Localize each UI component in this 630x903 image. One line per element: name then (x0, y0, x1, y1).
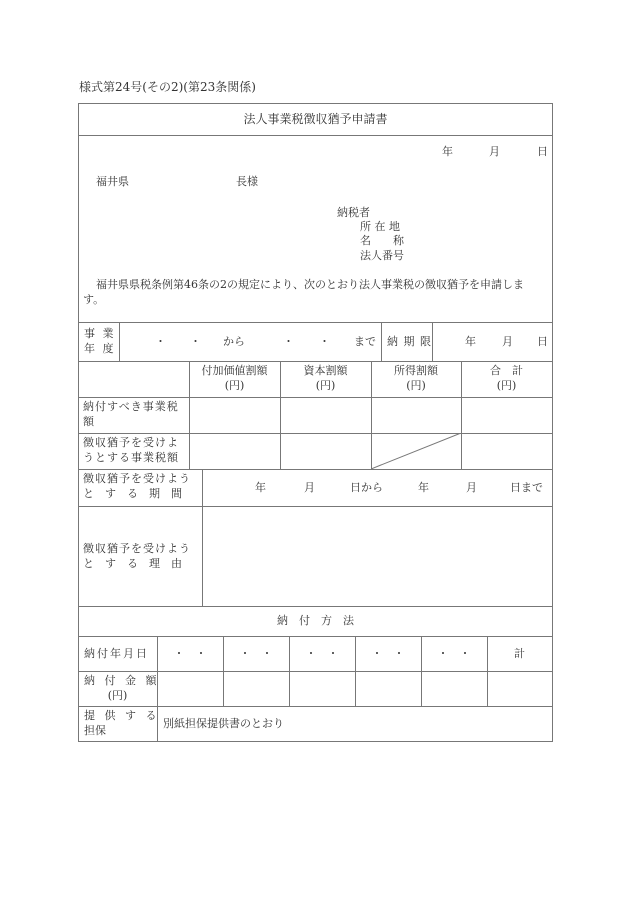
deferral-capital-input[interactable] (281, 434, 371, 469)
period-label-1: 徴収猶予を受けよう (83, 472, 191, 485)
statement-line-2: す。 (83, 293, 105, 306)
divider (78, 636, 553, 637)
divider (78, 469, 553, 470)
reason-label-2: と す る 理 由 (83, 557, 182, 570)
taxpayer-corp-number-label[interactable]: 法人番号 (360, 249, 404, 262)
reason-label-1: 徴収猶予を受けよう (83, 542, 191, 555)
date-year-field[interactable]: 年 (442, 145, 453, 158)
strikethrough-diagonal (371, 433, 462, 470)
business-year-dot[interactable]: ・ (190, 335, 201, 348)
date-month-field[interactable]: 月 (489, 145, 500, 158)
payment-date-3[interactable]: ・ ・ (305, 647, 339, 660)
column-header-total: 合 計 (490, 364, 523, 377)
deadline-label: 納 期 限 (387, 335, 432, 348)
payment-amount-5-input[interactable] (422, 672, 487, 706)
payment-amount-4-input[interactable] (356, 672, 421, 706)
business-year-dot[interactable]: ・ (155, 335, 166, 348)
tax-payable-value-added-input[interactable] (190, 398, 280, 433)
payment-total-label: 計 (514, 647, 525, 660)
period-label-2: と す る 期 間 (83, 487, 182, 500)
period-until-month[interactable]: 月 (466, 481, 477, 494)
column-header-income: 所得割額 (394, 364, 438, 377)
collateral-value[interactable]: 別紙担保提供書のとおり (163, 717, 284, 730)
business-year-label-1: 事 業 (84, 327, 116, 340)
period-until-day[interactable]: 日まで (510, 481, 543, 494)
payment-amount-2-input[interactable] (224, 672, 289, 706)
row-label-tax-payable-2: 額 (83, 415, 94, 428)
collateral-label-2: 担保 (84, 724, 106, 737)
business-year-dot[interactable]: ・ (283, 335, 294, 348)
business-year-from: から (223, 335, 245, 348)
payment-amount-3-input[interactable] (290, 672, 355, 706)
frame-right (552, 103, 553, 742)
deferral-value-added-input[interactable] (190, 434, 280, 469)
deferral-total-input[interactable] (462, 434, 552, 469)
reason-textarea[interactable] (203, 507, 552, 606)
row-label-deferral-tax-2: うとする事業税額 (83, 451, 179, 464)
divider (78, 322, 553, 323)
divider (78, 135, 553, 136)
payment-date-4[interactable]: ・ ・ (371, 647, 405, 660)
deadline-year-field[interactable]: 年 (465, 335, 476, 348)
payment-amount-label-1: 納 付 金 額 (84, 674, 160, 687)
frame-left (78, 103, 79, 742)
tax-payable-income-input[interactable] (372, 398, 461, 433)
business-year-label-2: 年 度 (84, 342, 116, 355)
business-year-until: まで (354, 335, 376, 348)
taxpayer-heading: 納税者 (337, 206, 370, 219)
deadline-day-field[interactable]: 日 (537, 335, 548, 348)
column-header-unit: (円) (496, 379, 517, 392)
taxpayer-name-label[interactable]: 名 称 (360, 234, 404, 247)
divider (78, 361, 553, 362)
payment-date-5[interactable]: ・ ・ (437, 647, 471, 660)
row-label-tax-payable: 納付すべき事業税 (83, 400, 179, 413)
collateral-label-1: 提 供 す る (84, 709, 160, 722)
form-title: 法人事業税徴収猶予申請書 (243, 112, 388, 126)
column-header-unit: (円) (406, 379, 426, 392)
period-from-month[interactable]: 月 (304, 481, 315, 494)
column-header-value-added: 付加価値割額 (201, 364, 268, 377)
payment-date-1[interactable]: ・ ・ (173, 647, 207, 660)
deadline-month-field[interactable]: 月 (502, 335, 513, 348)
addressee-title-field[interactable]: 長様 (236, 175, 258, 188)
period-from-day[interactable]: 日から (350, 481, 383, 494)
divider (78, 606, 553, 607)
payment-date-2[interactable]: ・ ・ (239, 647, 273, 660)
date-day-field[interactable]: 日 (537, 145, 548, 158)
payment-amount-total-input[interactable] (488, 672, 552, 706)
column-header-capital: 資本割額 (303, 364, 348, 377)
addressee-prefecture: 福井県 (96, 175, 129, 188)
divider (381, 322, 382, 361)
tax-payable-capital-input[interactable] (281, 398, 371, 433)
payment-amount-1-input[interactable] (158, 672, 223, 706)
period-from-year[interactable]: 年 (255, 481, 266, 494)
form-number: 様式第24号(その2)(第23条関係) (79, 80, 256, 94)
tax-payable-total-input[interactable] (462, 398, 552, 433)
divider (119, 322, 120, 361)
payment-method-heading: 納 付 方 法 (277, 614, 354, 627)
column-header-unit: (円) (315, 379, 336, 392)
business-year-dot[interactable]: ・ (319, 335, 330, 348)
divider (432, 322, 433, 361)
row-label-deferral-tax: 徴収猶予を受けよ (83, 436, 179, 449)
frame-top (78, 103, 553, 104)
column-header-unit: (円) (224, 379, 245, 392)
frame-bottom (78, 741, 553, 742)
payment-amount-label-2: (円) (107, 689, 128, 702)
taxpayer-address-label[interactable]: 所 在 地 (360, 220, 400, 233)
statement-line-1: 福井県県税条例第46条の2の規定により、次のとおり法人事業税の徴収猶予を申請しま (96, 278, 524, 291)
payment-date-label: 納付年月日 (84, 647, 149, 660)
period-until-year[interactable]: 年 (418, 481, 429, 494)
divider (78, 706, 553, 707)
